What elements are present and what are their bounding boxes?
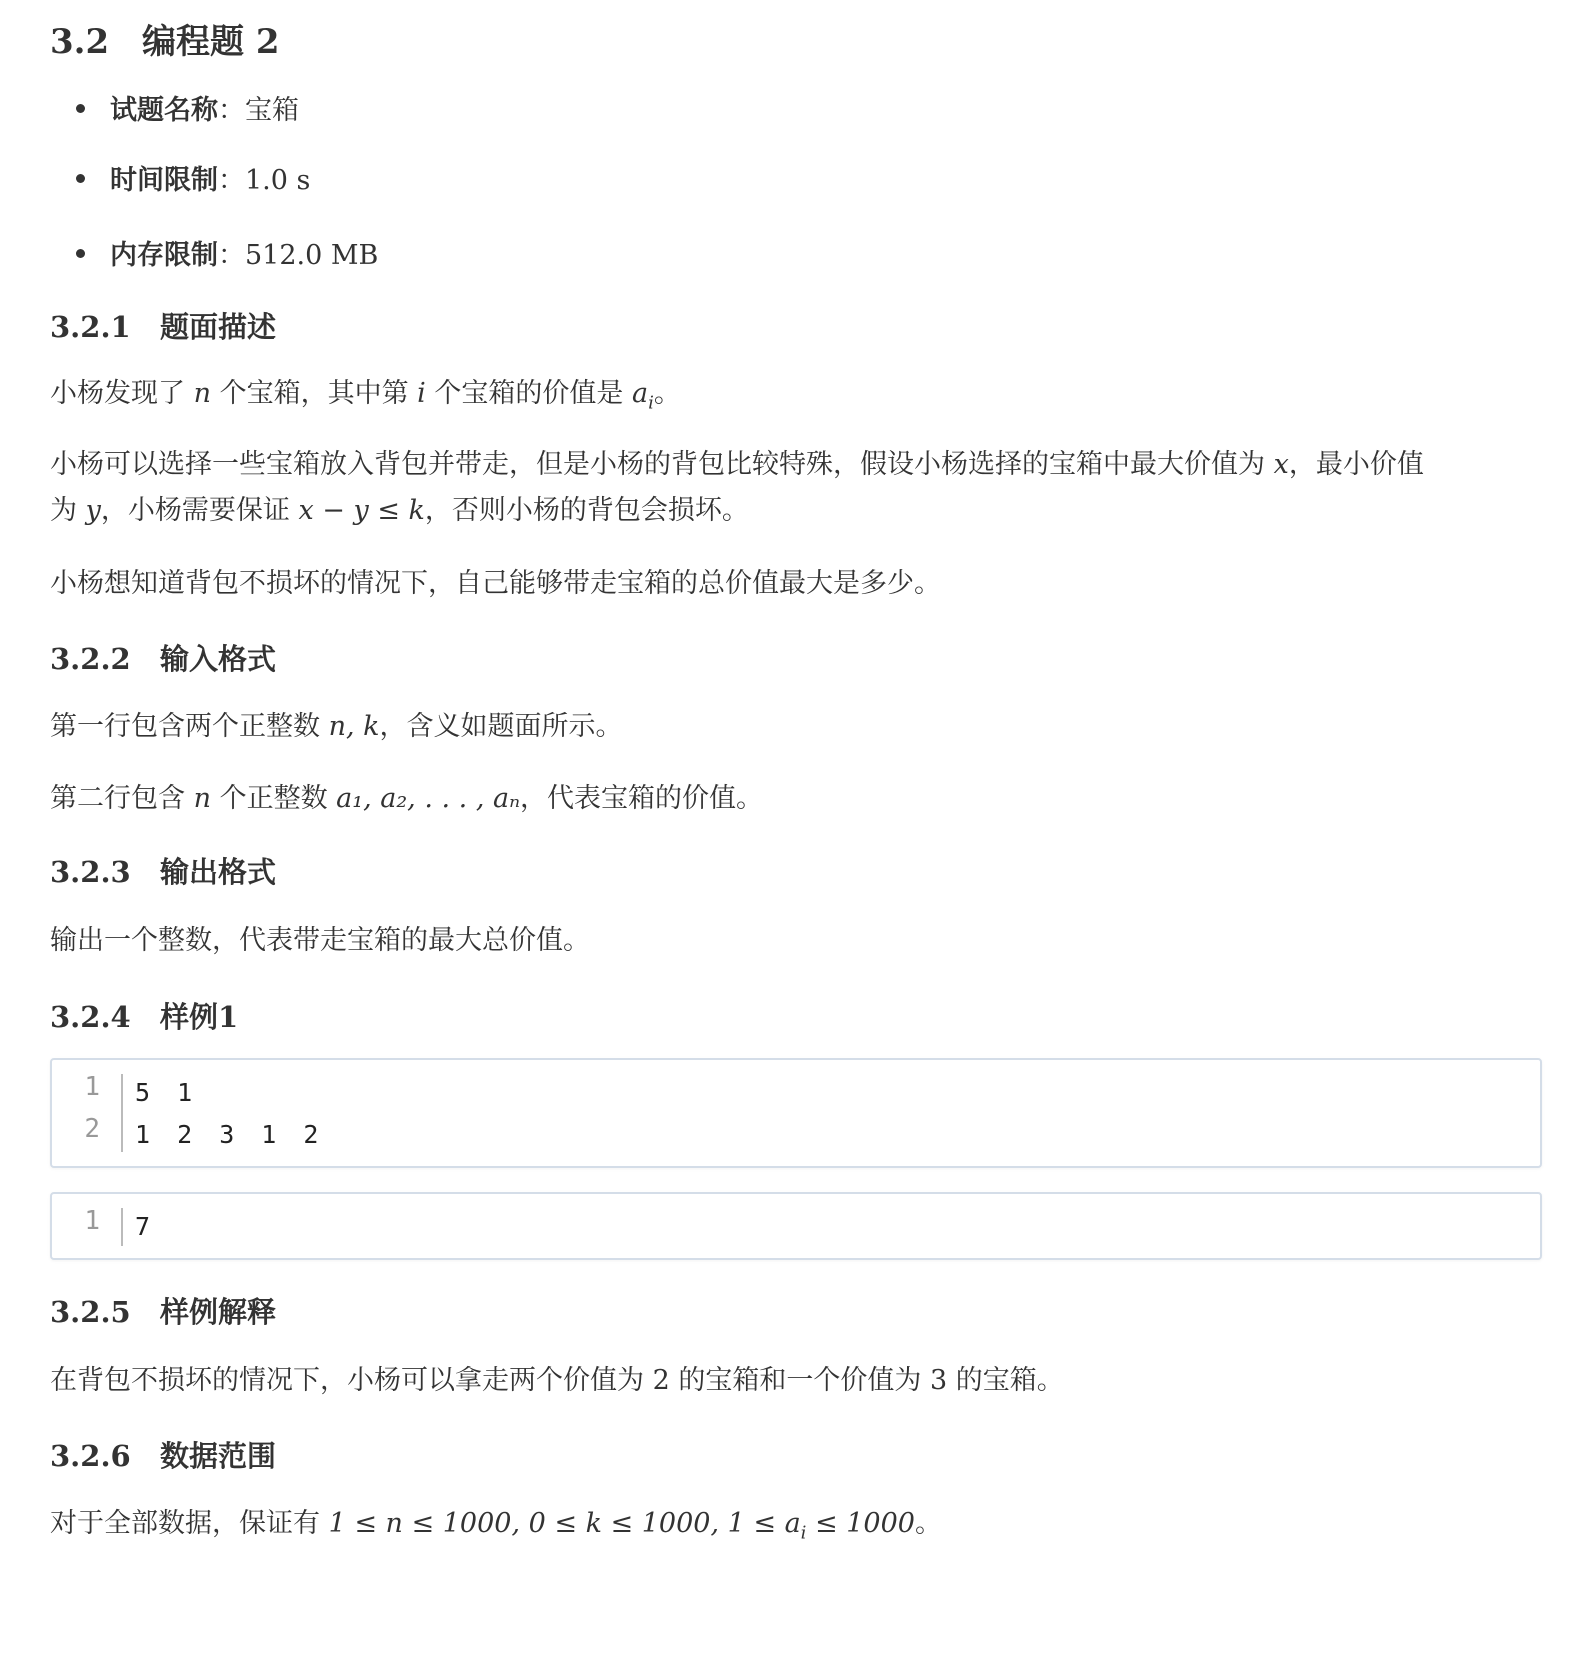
line-number: 1 <box>84 1206 100 1236</box>
subsection-number: 3.2.4 <box>50 1000 131 1034</box>
meta-item-memory <box>50 233 378 272</box>
meta-label: 时间限制 <box>110 165 218 196</box>
section-title: 编程题 2 <box>142 22 280 62</box>
meta-item-name <box>50 88 299 127</box>
sample-input-code-block[interactable] <box>50 1058 1542 1168</box>
meta-sep: ： <box>218 240 245 271</box>
meta-sep: ： <box>218 165 245 196</box>
subsection-title: 题面描述 <box>160 310 277 344</box>
subsection-title: 数据范围 <box>160 1439 277 1473</box>
meta-item-time <box>50 158 310 197</box>
meta-value: 1.0 s <box>245 165 311 196</box>
desc-paragraph-3: 小杨想知道背包不损坏的情况下，自己能够带走宝箱的总价值最大是多少。 <box>50 568 941 599</box>
input-paragraph-1: 第一行包含两个正整数 n, k，含义如题面所示。 <box>50 711 623 742</box>
desc-paragraph-1: 小杨发现了 n 个宝箱，其中第 i 个宝箱的价值是 $a_i$。 <box>50 378 681 414</box>
line-number: 2 <box>84 1114 100 1144</box>
meta-value: 宝箱 <box>245 95 299 126</box>
code-text: 5 1 <box>135 1078 199 1107</box>
subsection-number: 3.2.3 <box>50 855 131 889</box>
meta-label: 试题名称 <box>110 95 218 126</box>
subsection-heading <box>50 637 276 678</box>
subsection-heading <box>50 1434 276 1475</box>
subsection-title: 样例解释 <box>160 1295 277 1329</box>
section-number: 3.2 <box>50 22 110 62</box>
subsection-heading <box>50 995 238 1036</box>
subsection-title: 输出格式 <box>160 855 277 889</box>
subsection-heading <box>50 1290 276 1331</box>
code-line <box>52 1114 1540 1156</box>
desc-paragraph-2-cont: 为 y，小杨需要保证 x − y ≤ k，否则小杨的背包会损坏。 <box>50 495 749 526</box>
range-paragraph-1: 对于全部数据，保证有 1 ≤ n ≤ 1000, 0 ≤ k ≤ 1000, $1 \le a_i \le 1000$。 <box>50 1508 942 1544</box>
code-line <box>52 1072 1540 1114</box>
input-paragraph-2: 第二行包含 n 个正整数 a₁, a₂, . . . , aₙ，代表宝箱的价值。 <box>50 783 764 814</box>
subsection-heading <box>50 850 276 891</box>
sample-output-code-block[interactable] <box>50 1192 1542 1260</box>
output-paragraph-1: 输出一个整数，代表带走宝箱的最大总价值。 <box>50 925 590 956</box>
code-line <box>52 1206 1540 1248</box>
subsection-number: 3.2.2 <box>50 642 131 676</box>
section-heading <box>50 14 280 63</box>
subsection-number: 3.2.5 <box>50 1295 131 1329</box>
meta-value: 512.0 MB <box>245 240 379 271</box>
line-number: 1 <box>84 1072 100 1102</box>
desc-paragraph-2: 小杨可以选择一些宝箱放入背包并带走，但是小杨的背包比较特殊，假设小杨选择的宝箱中最大价值为 x，最小价值 <box>50 449 1424 480</box>
code-text: 1 2 3 1 2 <box>135 1120 325 1149</box>
meta-label: 内存限制 <box>110 240 218 271</box>
subsection-number: 3.2.1 <box>50 310 131 344</box>
subsection-number: 3.2.6 <box>50 1439 131 1473</box>
subsection-title: 输入格式 <box>160 642 277 676</box>
code-text: 7 <box>135 1212 157 1241</box>
subsection-heading <box>50 305 276 346</box>
explain-paragraph-1: 在背包不损坏的情况下，小杨可以拿走两个价值为 2 的宝箱和一个价值为 3 的宝箱。 <box>50 1365 1064 1396</box>
meta-sep: ： <box>218 95 245 126</box>
subsection-title: 样例1 <box>160 1000 239 1034</box>
